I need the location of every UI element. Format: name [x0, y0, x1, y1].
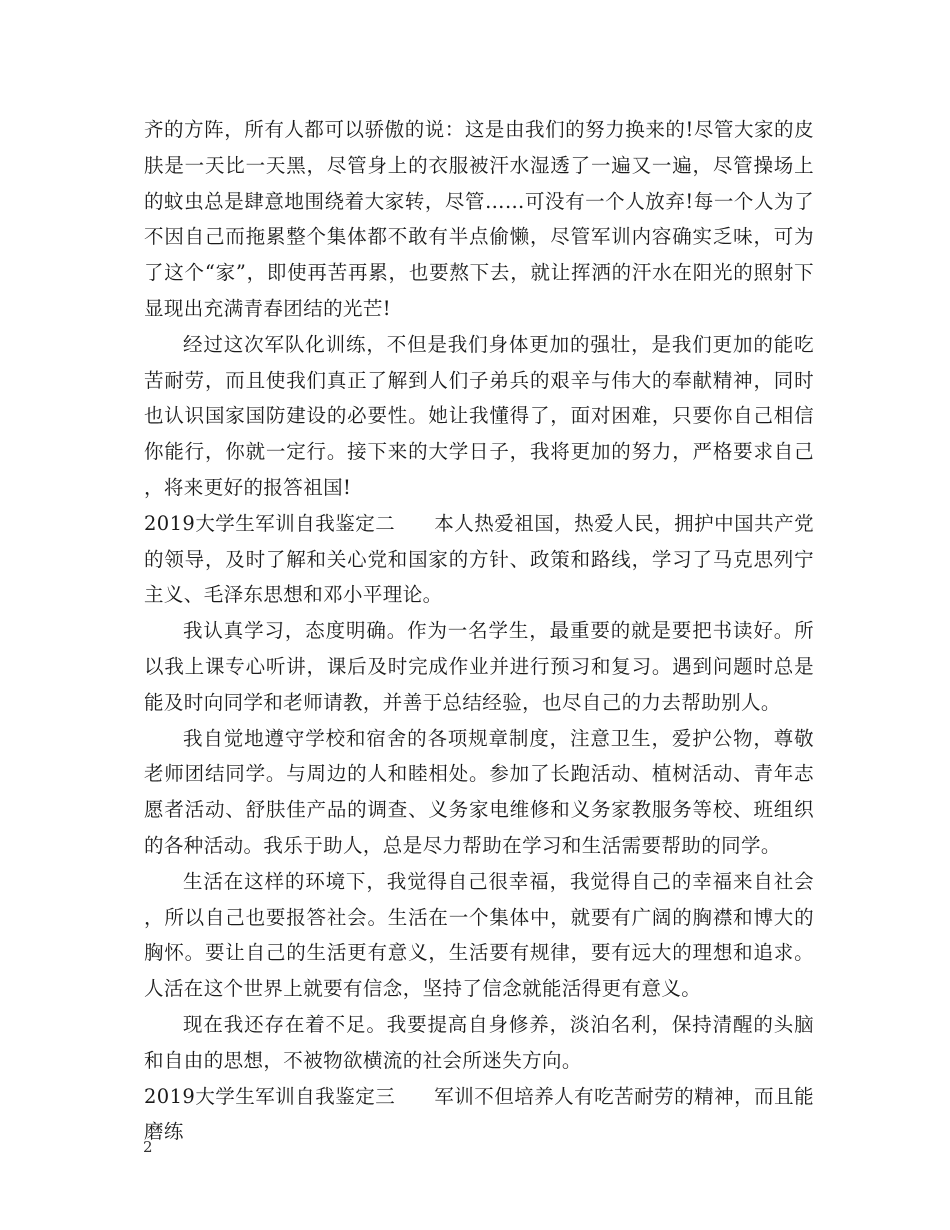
section-two-paragraph: [144, 506, 814, 613]
page-number: 2: [143, 1138, 153, 1156]
section-three-heading: 2019大学生军训自我鉴定三: [144, 1084, 396, 1108]
paragraph-military-training-reflection: 经过这次军队化训练，不但是我们身体更加的强壮，是我们更加的能吃苦耐劳，而且使我们真正了解到人们子弟兵的艰辛与伟大的奉献精神，同时也认识国家国防建设的必要性。她让我懂得了，面对困难，只要你自己相信你能行，你就一定行。接下来的大学日子，我将更加的努力，严格要求自己，将来更好的报答祖国!: [144, 332, 814, 499]
paragraph-rules-and-activities: 我自觉地遵守学校和宿舍的各项规章制度，注意卫生，爱护公物，尊敬老师团结同学。与周边的人和睦相处。参加了长跑活动、植树活动、青年志愿者活动、舒肤佳产品的调查、义务家电维修和义务家教服务等校、班组织的各种活动。我乐于助人，总是尽力帮助在学习和生活需要帮助的同学。: [144, 726, 814, 857]
paragraph-continuation: 齐的方阵，所有人都可以骄傲的说：这是由我们的努力换来的!尽管大家的皮肤是一天比一天黑，尽管身上的衣服被汗水湿透了一遍又一遍，尽管操场上的蚊虫总是肆意地围绕着大家转，尽管……可没有一个人放弃!每一个人为了不因自己而拖累整个集体都不敢有半点偷懒，尽管军训内容确实乏味，可为了这个“家”，即使再苦再累，也要熬下去，就让挥洒的汗水在阳光的照射下显现出充满青春团结的光芒!: [144, 118, 814, 320]
paragraph-study-attitude: 我认真学习，态度明确。作为一名学生，最重要的就是要把书读好。所以我上课专心听讲，课后及时完成作业并进行预习和复习。遇到问题时总是能及时向同学和老师请教，并善于总结经验，也尽自己的力去帮助别人。: [144, 619, 814, 714]
paragraph-life-and-society: 生活在这样的环境下，我觉得自己很幸福，我觉得自己的幸福来自社会，所以自己也要报答社会。生活在一个集体中，就要有广阔的胸襟和博大的胸怀。要让自己的生活更有意义，生活要有规律，要有远大的理想和追求。人活在这个世界上就要有信念，坚持了信念就能活得更有意义。: [144, 869, 814, 1001]
section-two-heading: 2019大学生军训自我鉴定二: [144, 511, 396, 535]
section-two-text: 本人热爱祖国，热爱人民，拥护中国共产党的领导，及时了解和关心党和国家的方针、政策和路线，学习了马克思列宁主义、毛泽东思想和邓小平理论。: [144, 511, 814, 607]
paragraph-shortcomings: 现在我还存在着不足。我要提高自身修养，淡泊名利，保持清醒的头脑和自由的思想，不被物欲横流的社会所迷失方向。: [144, 1012, 814, 1072]
section-three-paragraph: [144, 1079, 814, 1151]
document-body: [144, 112, 814, 1150]
section-three-text: 军训不但培养人有吃苦耐劳的精神，而且能磨练: [144, 1084, 814, 1144]
